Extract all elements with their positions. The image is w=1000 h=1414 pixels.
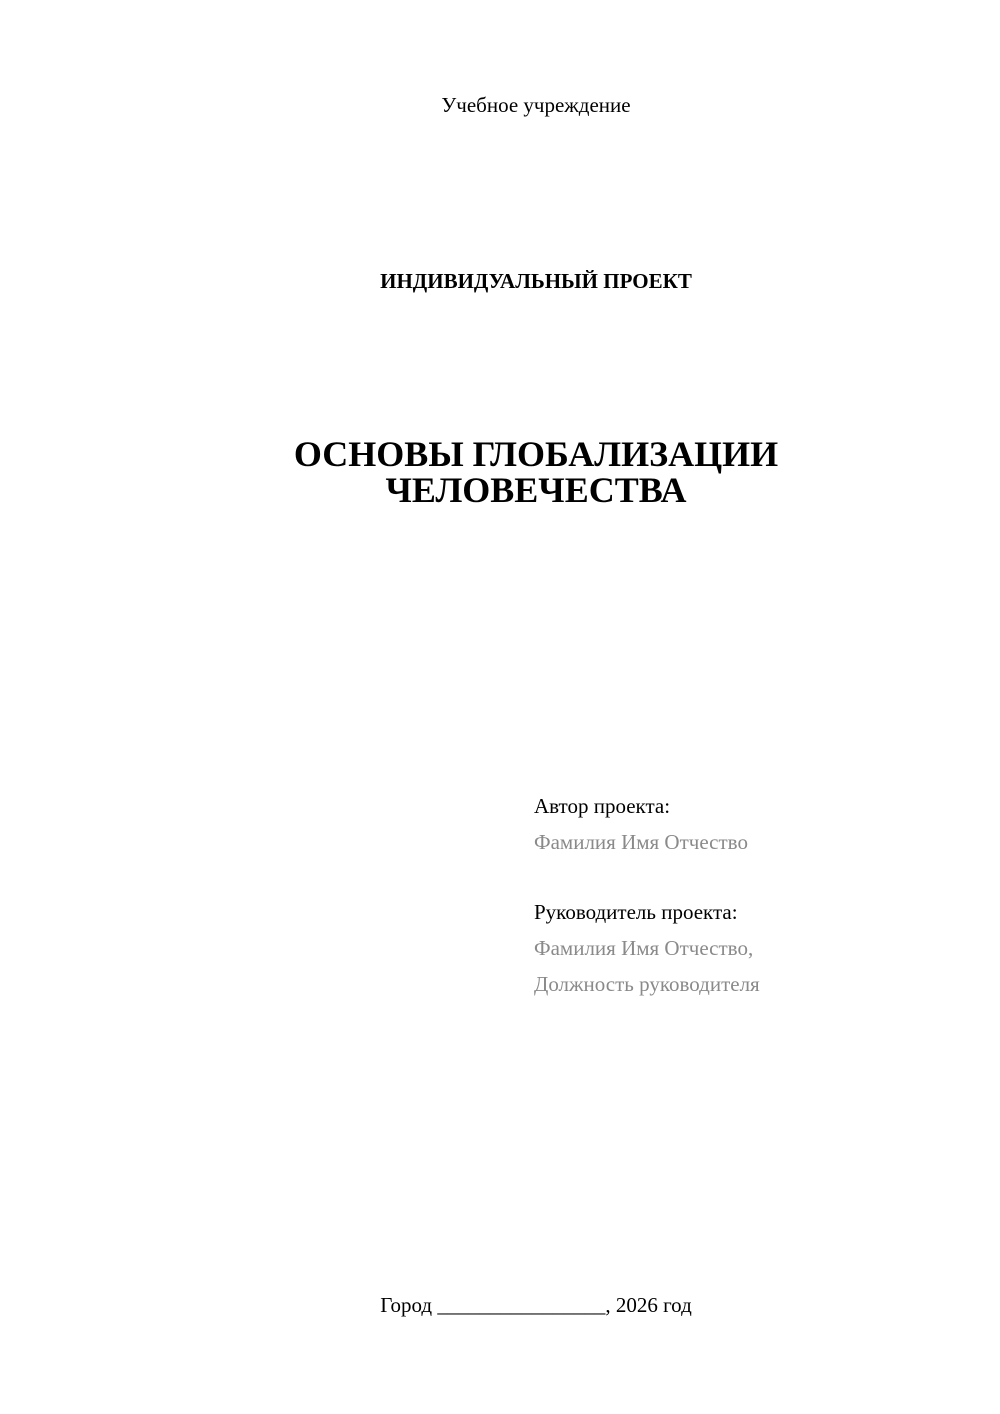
project-title-line-2: ЧЕЛОВЕЧЕСТВА — [385, 470, 687, 510]
author-label: Автор проекта: — [534, 794, 671, 818]
supervisor-position-placeholder: Должность руководителя — [534, 972, 760, 996]
supervisor-label: Руководитель проекта: — [534, 900, 738, 924]
project-type-heading: ИНДИВИДУАЛЬНЫЙ ПРОЕКТ — [380, 269, 692, 293]
project-title — [0, 436, 1000, 508]
credits-block — [534, 788, 974, 1002]
city-year-line: Город ________________, 2026 год — [380, 1293, 692, 1317]
project-title-line-1: ОСНОВЫ ГЛОБАЛИЗАЦИИ — [293, 434, 779, 474]
institution-name: Учебное учреждение — [441, 93, 631, 117]
author-name-placeholder: Фамилия Имя Отчество — [534, 830, 748, 854]
credits-spacer — [534, 860, 974, 894]
supervisor-name-placeholder: Фамилия Имя Отчество, — [534, 936, 754, 960]
